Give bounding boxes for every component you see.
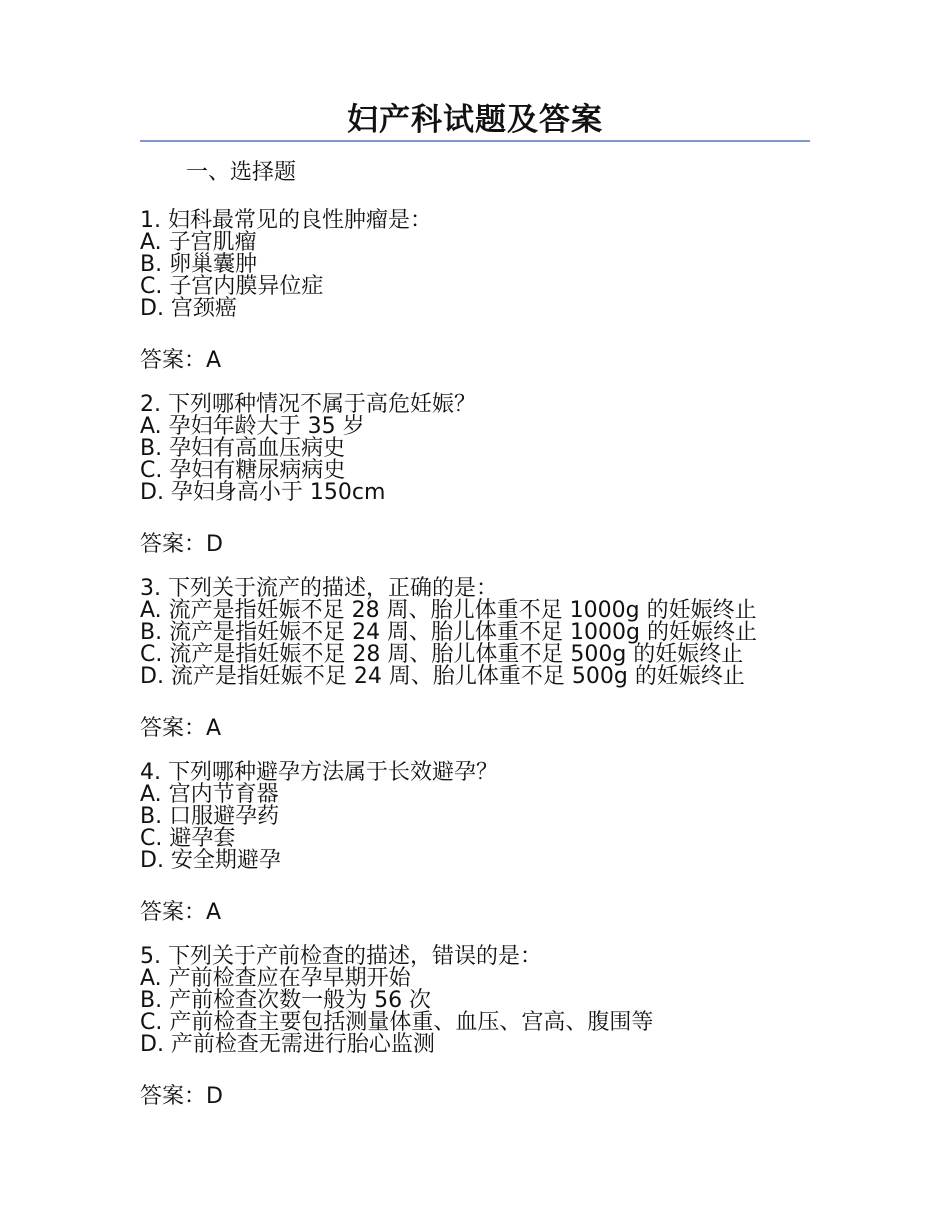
question-1 (140, 210, 810, 374)
option-d: D. 孕妇身高小于 150cm (140, 480, 386, 505)
option-c: C. 孕妇有糖尿病病史 (140, 458, 346, 483)
question-stem: 3. 下列关于流产的描述，正确的是： (140, 576, 498, 601)
question-stem: 5. 下列关于产前检查的描述，错误的是： (140, 944, 542, 969)
option-c: C. 流产是指妊娠不足 28 周、胎儿体重不足 500g 的妊娠终止 (140, 642, 744, 667)
question-stem: 2. 下列哪种情况不属于高危妊娠？ (140, 392, 476, 417)
option-d: D. 流产是指妊娠不足 24 周、胎儿体重不足 500g 的妊娠终止 (140, 664, 745, 689)
option-b: B. 卵巢囊肿 (140, 252, 258, 277)
answer: 答案：D (140, 532, 223, 557)
option-a: A. 宫内节育器 (140, 782, 279, 807)
question-3 (140, 578, 810, 742)
section-heading: 一、选择题 (186, 160, 297, 185)
option-b: B. 产前检查次数一般为 56 次 (140, 988, 432, 1013)
option-a: A. 流产是指妊娠不足 28 周、胎儿体重不足 1000g 的妊娠终止 (140, 598, 757, 623)
document-page (140, 100, 810, 1110)
option-a: A. 孕妇年龄大于 35 岁 (140, 414, 365, 439)
question-4 (140, 762, 810, 926)
option-b: B. 流产是指妊娠不足 24 周、胎儿体重不足 1000g 的妊娠终止 (140, 620, 758, 645)
answer: 答案：D (140, 1084, 223, 1109)
question-stem: 1. 妇科最常见的良性肿瘤是： (140, 208, 432, 233)
option-b: B. 孕妇有高血压病史 (140, 436, 346, 461)
option-d: D. 产前检查无需进行胎心监测 (140, 1032, 435, 1057)
question-5 (140, 946, 810, 1110)
question-2 (140, 394, 810, 558)
option-b: B. 口服避孕药 (140, 804, 280, 829)
option-c: C. 避孕套 (140, 826, 236, 851)
option-d: D. 安全期避孕 (140, 848, 281, 873)
option-c: C. 子宫内膜异位症 (140, 274, 324, 299)
option-a: A. 子宫肌瘤 (140, 230, 257, 255)
option-d: D. 宫颈癌 (140, 296, 237, 321)
option-a: A. 产前检查应在孕早期开始 (140, 966, 411, 991)
answer: 答案：A (140, 716, 222, 741)
option-c: C. 产前检查主要包括测量体重、血压、宫高、腹围等 (140, 1010, 654, 1035)
question-stem: 4. 下列哪种避孕方法属于长效避孕？ (140, 760, 498, 785)
answer: 答案：A (140, 900, 222, 925)
answer: 答案：A (140, 348, 222, 373)
page-title: 妇产科试题及答案 (140, 100, 810, 142)
